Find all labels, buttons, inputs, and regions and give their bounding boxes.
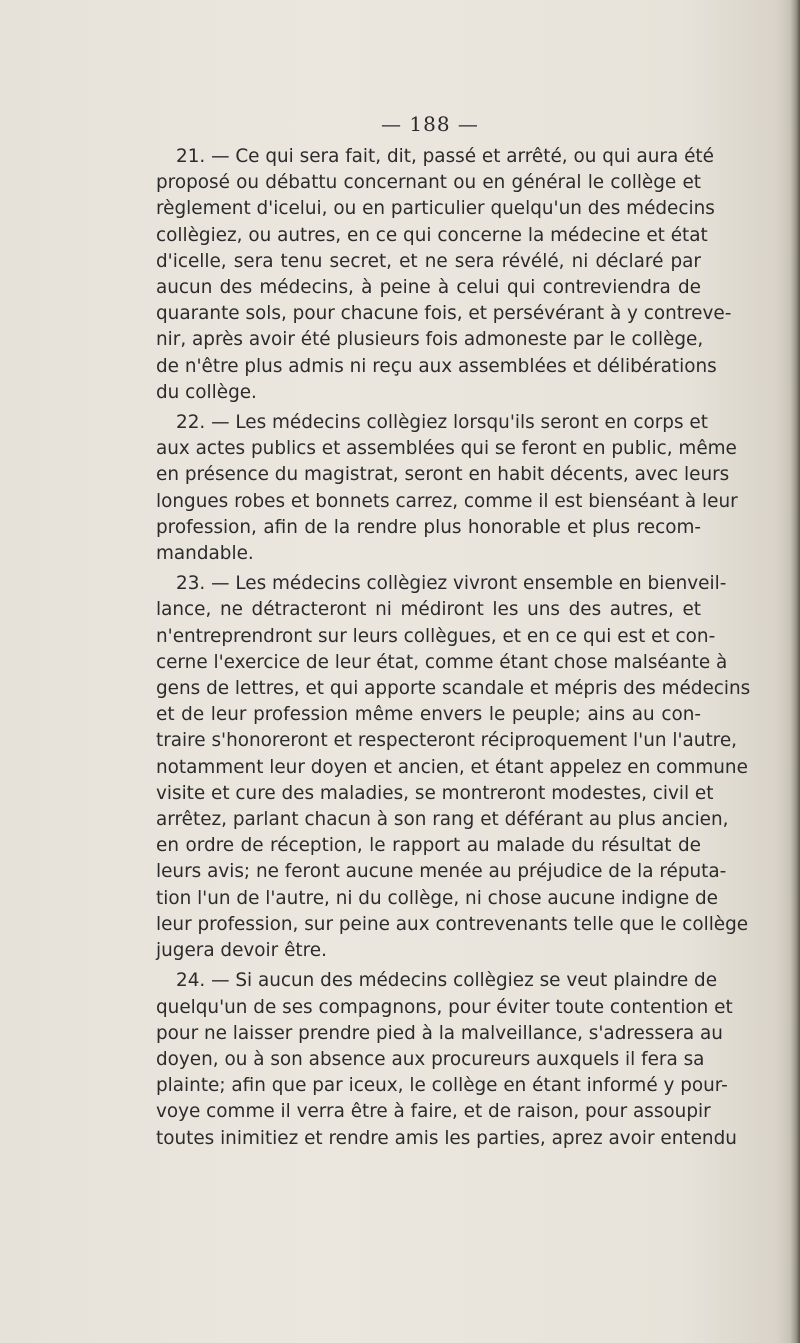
text-line: proposé ou débattu concernant ou en général le collège et	[156, 172, 701, 194]
text-line: arrêtez, parlant chacun à son rang et déférant au plus ancien,	[156, 809, 729, 831]
text-line: aux actes publics et assemblées qui se feront en public, même	[156, 438, 737, 460]
text-line: mandable.	[156, 543, 254, 565]
text-line: 23. — Les médecins collègiez vivront ensemble en bienveil-	[176, 573, 727, 595]
text-line: jugera devoir être.	[156, 940, 327, 962]
text-line: règlement d'icelui, ou en particulier quelqu'un des médecins	[156, 198, 715, 220]
text-line: voye comme il verra être à faire, et de raison, pour assoupir	[156, 1101, 711, 1123]
page-edge-shadow	[790, 0, 800, 1343]
text-line: plainte; afin que par iceux, le collège en étant informé y pour-	[156, 1075, 728, 1097]
text-line: tion l'un de l'autre, ni du collège, ni chose aucune indigne de	[156, 887, 718, 909]
text-line: en ordre de réception, le rapport au malade du résultat de	[156, 835, 701, 857]
body-text	[156, 144, 751, 1156]
text-line: 21. — Ce qui sera fait, dit, passé et arrêté, ou qui aura été	[176, 146, 714, 167]
page-number: — 188 —	[381, 112, 479, 136]
text-line: gens de lettres, et qui apporte scandale et mépris des médecins	[156, 678, 751, 700]
text-line: et de leur profession même envers le peuple; ains au con-	[156, 704, 701, 726]
text-line: profession, afin de la rendre plus honorable et plus recom-	[156, 516, 701, 538]
text-line: cerne l'exercice de leur état, comme étant chose malséante à	[156, 651, 728, 673]
text-line: pour ne laisser prendre pied à la malveillance, s'adressera au	[156, 1022, 723, 1044]
text-line: leurs avis; ne feront aucune menée au préjudice de la réputa-	[156, 861, 727, 883]
text-line: longues robes et bonnets carrez, comme il est bienséant à leur	[156, 490, 738, 512]
text-line: n'entreprendront sur leurs collègues, et en ce qui est et con-	[156, 625, 716, 647]
paragraph-21	[156, 144, 732, 406]
paragraph-24	[156, 968, 737, 1151]
text-line: quelqu'un de ses compagnons, pour éviter toute contention et	[156, 996, 733, 1018]
text-line: doyen, ou à son absence aux procureurs auxquels il fera sa	[156, 1048, 705, 1070]
text-line: quarante sols, pour chacune fois, et persévérant à y contreve-	[156, 303, 732, 325]
text-line: en présence du magistrat, seront en habit décents, avec leurs	[156, 464, 730, 486]
text-line: d'icelle, sera tenu secret, et ne sera révélé, ni déclaré par	[156, 250, 701, 272]
text-line: de n'être plus admis ni reçu aux assemblées et délibérations	[156, 355, 717, 377]
text-line: notamment leur doyen et ancien, et étant appelez en commune	[156, 756, 748, 778]
text-line: traire s'honoreront et respecteront réciproquement l'un l'autre,	[156, 730, 737, 752]
text-line: toutes inimitiez et rendre amis les parties, aprez avoir entendu	[156, 1127, 737, 1149]
text-line: 24. — Si aucun des médecins collègiez se veut plaindre de	[176, 970, 718, 992]
paragraph-23	[156, 571, 751, 964]
text-line: lance, ne détracteront ni médiront les uns des autres, et	[156, 599, 701, 621]
text-line: leur profession, sur peine aux contrevenants telle que le collège	[156, 913, 749, 935]
text-line: collègiez, ou autres, en ce qui concerne la médecine et état	[156, 224, 708, 246]
text-line: visite et cure des maladies, se montreront modestes, civil et	[156, 782, 714, 804]
text-line: 22. — Les médecins collègiez lorsqu'ils seront en corps et	[176, 412, 708, 434]
text-line: du collège.	[156, 381, 257, 403]
paragraph-22	[156, 410, 738, 567]
text-line: nir, après avoir été plusieurs fois admoneste par le collège,	[156, 329, 704, 351]
text-line: aucun des médecins, à peine à celui qui contreviendra de	[156, 277, 701, 299]
